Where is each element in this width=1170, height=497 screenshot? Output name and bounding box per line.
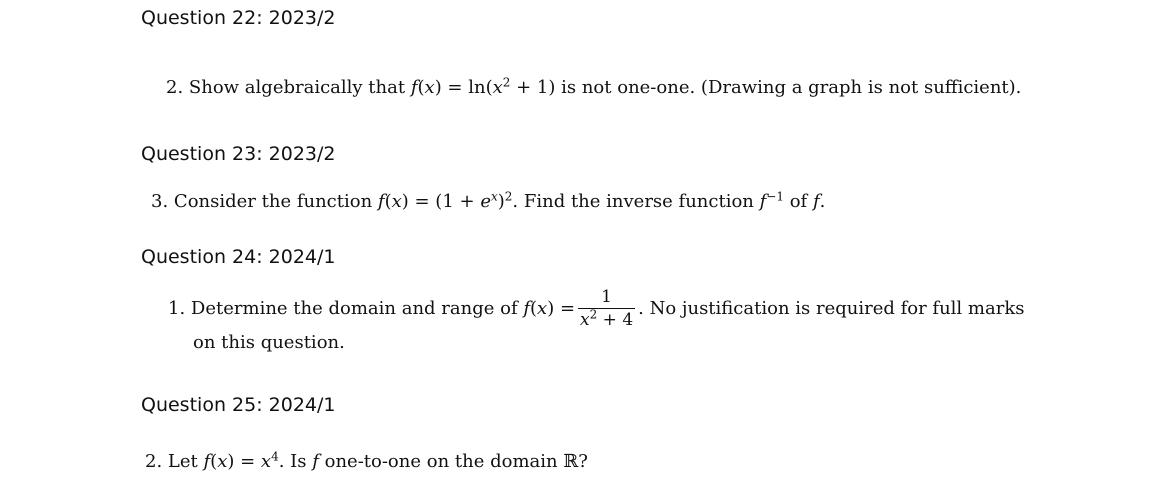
- question-heading: Question 24: 2024/1: [141, 246, 336, 268]
- problem-number: 2.: [166, 77, 184, 98]
- problem-statement: 3. Consider the function $f(x) = (1 + e^x)^2$. Find the inverse function $f^{-1}$ of f.: [151, 189, 826, 212]
- problem-statement-continued: on this question.: [193, 332, 345, 353]
- question-heading: Question 23: 2023/2: [141, 143, 336, 165]
- problem-statement: 2. Let $f(x) = x^4$. Is f one-to-one on the domain ℝ?: [145, 449, 588, 472]
- fraction-denominator: $x^2 + 4$: [580, 307, 634, 330]
- problem-number: 2.: [145, 451, 163, 472]
- fraction: [578, 289, 635, 329]
- problem-statement: 1. Determine the domain and range of f(x) = $\frac{1}{x^2 + 4}$ . No justification is required for full marks: [168, 287, 1025, 330]
- problem-number: 1.: [168, 298, 186, 319]
- question-heading: Question 25: 2024/1: [141, 394, 336, 416]
- problem-number: 3.: [151, 191, 169, 212]
- question-heading: Question 22: 2023/2: [141, 7, 336, 29]
- fraction-numerator: 1: [578, 289, 635, 309]
- problem-statement: 2. Show algebraically that $f(x) = \ln(x^2 + 1)$ is not one-one. (Drawing a graph is not sufficient).: [166, 75, 1022, 98]
